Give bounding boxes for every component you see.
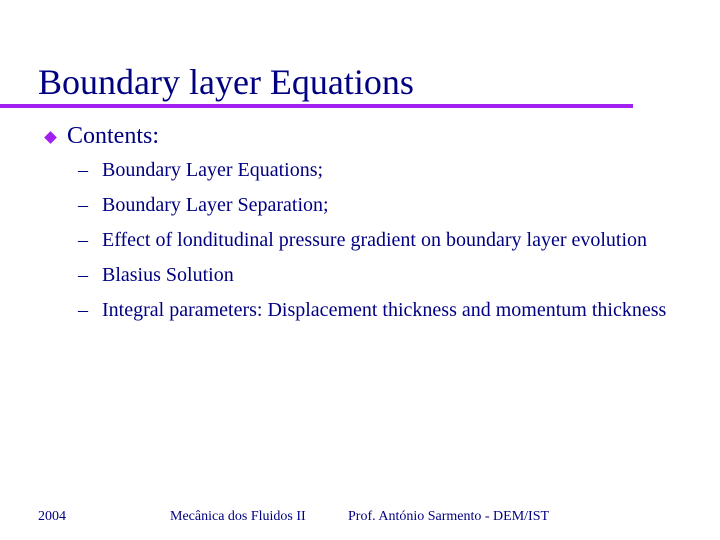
contents-label: Contents: bbox=[67, 123, 160, 149]
list-item-text: Integral parameters: Displacement thickness and momentum thickness bbox=[102, 299, 667, 321]
slide-title: Boundary layer Equations bbox=[38, 62, 414, 102]
list-item-text: Boundary Layer Equations; bbox=[102, 159, 324, 181]
list-item-text: Boundary Layer Separation; bbox=[102, 194, 329, 216]
dash-marker: – bbox=[78, 194, 88, 216]
dash-marker: – bbox=[78, 264, 88, 286]
contents-list bbox=[78, 156, 698, 331]
footer-year: 2004 bbox=[38, 509, 66, 524]
list-item bbox=[78, 156, 698, 185]
list-item bbox=[78, 226, 698, 255]
dash-marker: – bbox=[78, 299, 88, 321]
dash-marker: – bbox=[78, 159, 88, 181]
diamond-bullet-icon bbox=[44, 131, 57, 144]
title-underline bbox=[0, 104, 633, 108]
list-item bbox=[78, 261, 698, 290]
contents-bullet bbox=[46, 120, 159, 152]
list-item bbox=[78, 296, 698, 325]
footer-author: Prof. António Sarmento - DEM/IST bbox=[348, 509, 550, 524]
list-item bbox=[78, 191, 698, 220]
footer-course: Mecânica dos Fluidos II bbox=[170, 509, 306, 524]
list-item-text: Effect of londitudinal pressure gradient on boundary layer evolution bbox=[102, 229, 648, 251]
list-item-text: Blasius Solution bbox=[102, 264, 234, 286]
dash-marker: – bbox=[78, 229, 88, 251]
